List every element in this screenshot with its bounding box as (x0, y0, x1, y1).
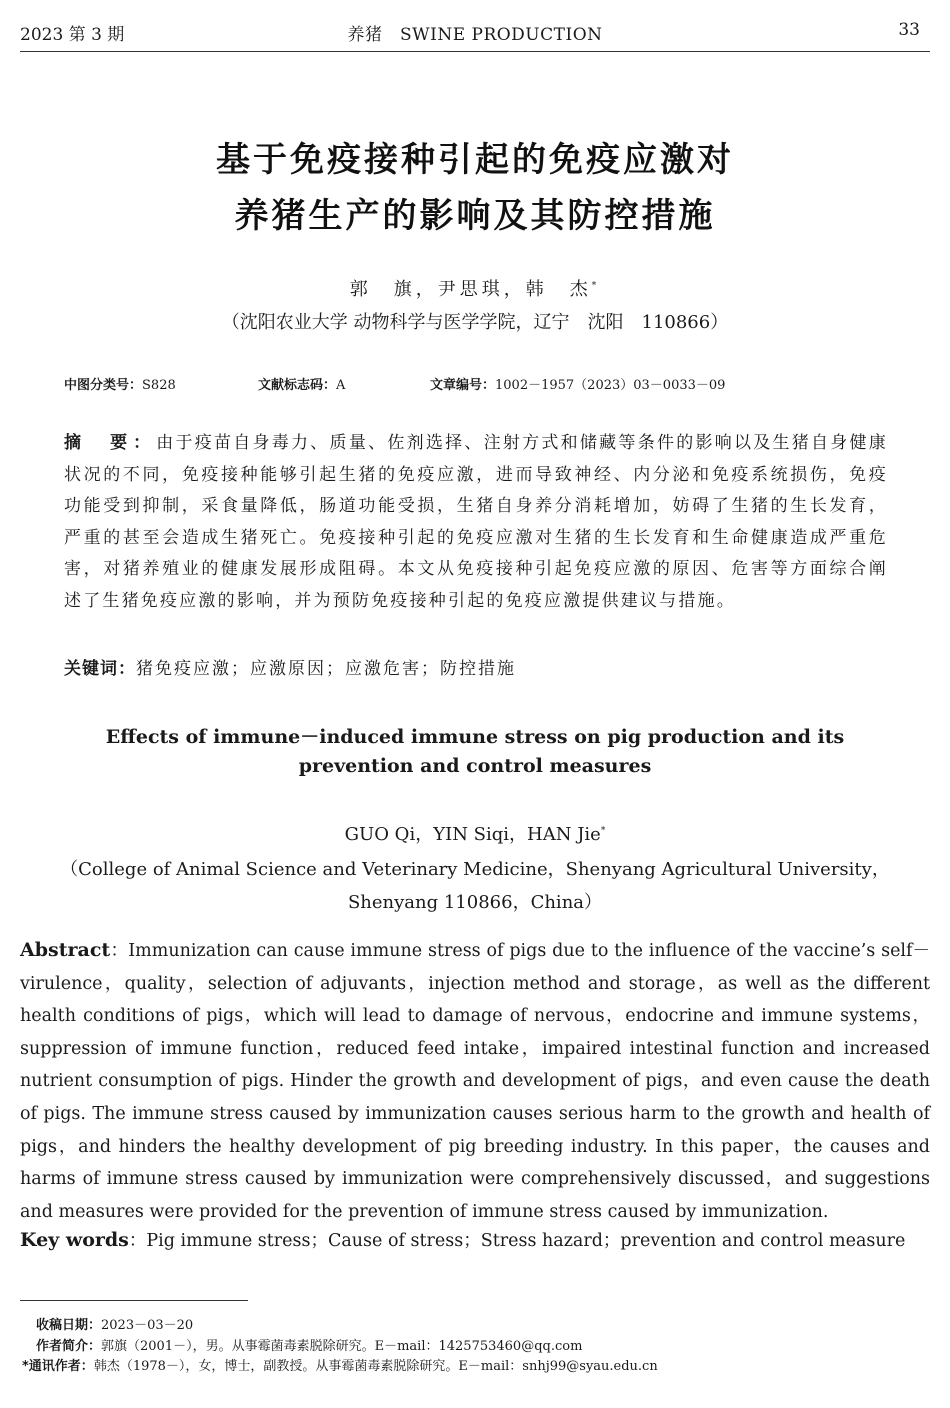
chinese-keywords (64, 654, 516, 679)
title-line-1: 基于免疫接种引起的免疫应激对 (216, 140, 734, 180)
received-value: 2023－03－20 (101, 1318, 194, 1333)
clc-value: S828 (142, 378, 176, 393)
english-affiliation-line-2: Shenyang 110866，China） (347, 892, 603, 913)
english-author-names: GUO Qi，YIN Siqi，HAN Jie (344, 824, 601, 845)
article-number (430, 374, 725, 393)
corresponding-label: *通讯作者： (22, 1359, 94, 1374)
clc-number (64, 374, 176, 393)
footnote-rule (20, 1300, 248, 1301)
cn-keywords-text: 猪免疫应激；应激原因；应激危害；防控措施 (136, 659, 516, 679)
footnote-corresponding (22, 1355, 658, 1374)
header-rule (20, 51, 930, 52)
title-line-2: 养猪生产的影响及其防控措施 (234, 196, 716, 236)
cn-abstract-text: 由于疫苗自身毒力、质量、佐剂选择、注射方式和储藏等条件的影响以及生猪自身健康状况的不同，免疫接种能够引起生猪的免疫应激，进而导致神经、内分泌和免疫系统损伤，免疫功能受到抑制，采食量降低，肠道功能受损，生猪自身养分消耗增加，妨碍了生猪的生长发育，严重的甚至会造成生猪死亡。免疫接种引起的免疫应激对生猪的生长发育和生命健康造成严重危害，对猪养殖业的健康发展形成阻碍。本文从免疫接种引起免疫应激的原因、危害等方面综合阐述了生猪免疫应激的影响，并为预防免疫接种引起的免疫应激提供建议与措施。 (64, 433, 888, 611)
chinese-abstract (64, 428, 888, 618)
english-abstract (20, 934, 930, 1228)
corresponding-value: 韩杰（1978－），女，博士，副教授。从事霉菌毒素脱除研究。E－mail：snhj99@syau.edu.cn (93, 1359, 658, 1374)
clc-label: 中图分类号： (64, 378, 143, 393)
en-abstract-colon: ： (110, 941, 129, 961)
journal-name: 养猪 SWINE PRODUCTION (347, 25, 603, 45)
doc-code-label: 文献标志码： (258, 378, 337, 393)
en-abstract-label: Abstract (20, 939, 111, 961)
received-label: 收稿日期： (36, 1318, 102, 1333)
english-title-line-2: prevention and control measures (298, 755, 652, 777)
author-bio-value: 郭旗（2001－），男。从事霉菌毒素脱除研究。E－mail：1425753460@qq.com (101, 1339, 583, 1354)
footnote-author-bio (36, 1335, 582, 1354)
author-list (0, 275, 950, 301)
en-keywords-label: Key words (20, 1229, 129, 1251)
corresponding-mark: * (591, 281, 601, 291)
running-header (0, 16, 950, 52)
english-affiliation (0, 853, 950, 919)
english-corresponding-mark: * (600, 826, 606, 836)
english-author-list (0, 820, 950, 846)
en-abstract-text: Immunization can cause immune stress of pigs due to the influence of the vaccine’s self－virulence，quality，selection of adjuvants，injection method and storage，as well as the different health conditions of pigs，which will lead to damage of nervous，endocrine and immune systems，suppression of immune function，reduced feed intake，impaired intestinal function and increased nutrient consumption of pigs. Hinder the growth and development of pigs，and even cause the death of pigs. The immune stress caused by immunization causes serious harm to the growth and health of pigs，and hinders the healthy development of pig breeding industry. In this paper，the causes and harms of immune stress caused by immunization were comprehensively discussed，and suggestions and measures were provided for the prevention of immune stress caused by immunization. (20, 941, 931, 1222)
cn-keywords-label: 关键词： (64, 659, 136, 679)
document-code (258, 374, 345, 393)
issue-number: 2023 第 3 期 (20, 25, 125, 45)
cn-abstract-label: 摘 要： (64, 433, 157, 453)
en-keywords-text: Pig immune stress；Cause of stress；Stress hazard；prevention and control measure (146, 1231, 906, 1251)
article-no-value: 1002－1957（2023）03－0033－09 (495, 378, 726, 393)
author-names: 郭 旗，尹思琪，韩 杰 (349, 279, 592, 300)
english-keywords (20, 1227, 905, 1252)
affiliation: （沈阳农业大学 动物科学与医学学院，辽宁 沈阳 110866） (221, 312, 729, 333)
author-bio-label: 作者简介： (36, 1339, 102, 1354)
doc-code-value: A (336, 378, 346, 393)
footnote-received (36, 1314, 193, 1333)
page-number: 33 (898, 20, 920, 40)
english-title-line-1: Effects of immune－induced immune stress on pig production and its (105, 726, 845, 748)
english-affiliation-line-1: （College of Animal Science and Veterinary Medicine，Shenyang Agricultural University， (60, 859, 890, 880)
article-no-label: 文章编号： (430, 378, 496, 393)
en-keywords-colon: ： (128, 1231, 147, 1251)
